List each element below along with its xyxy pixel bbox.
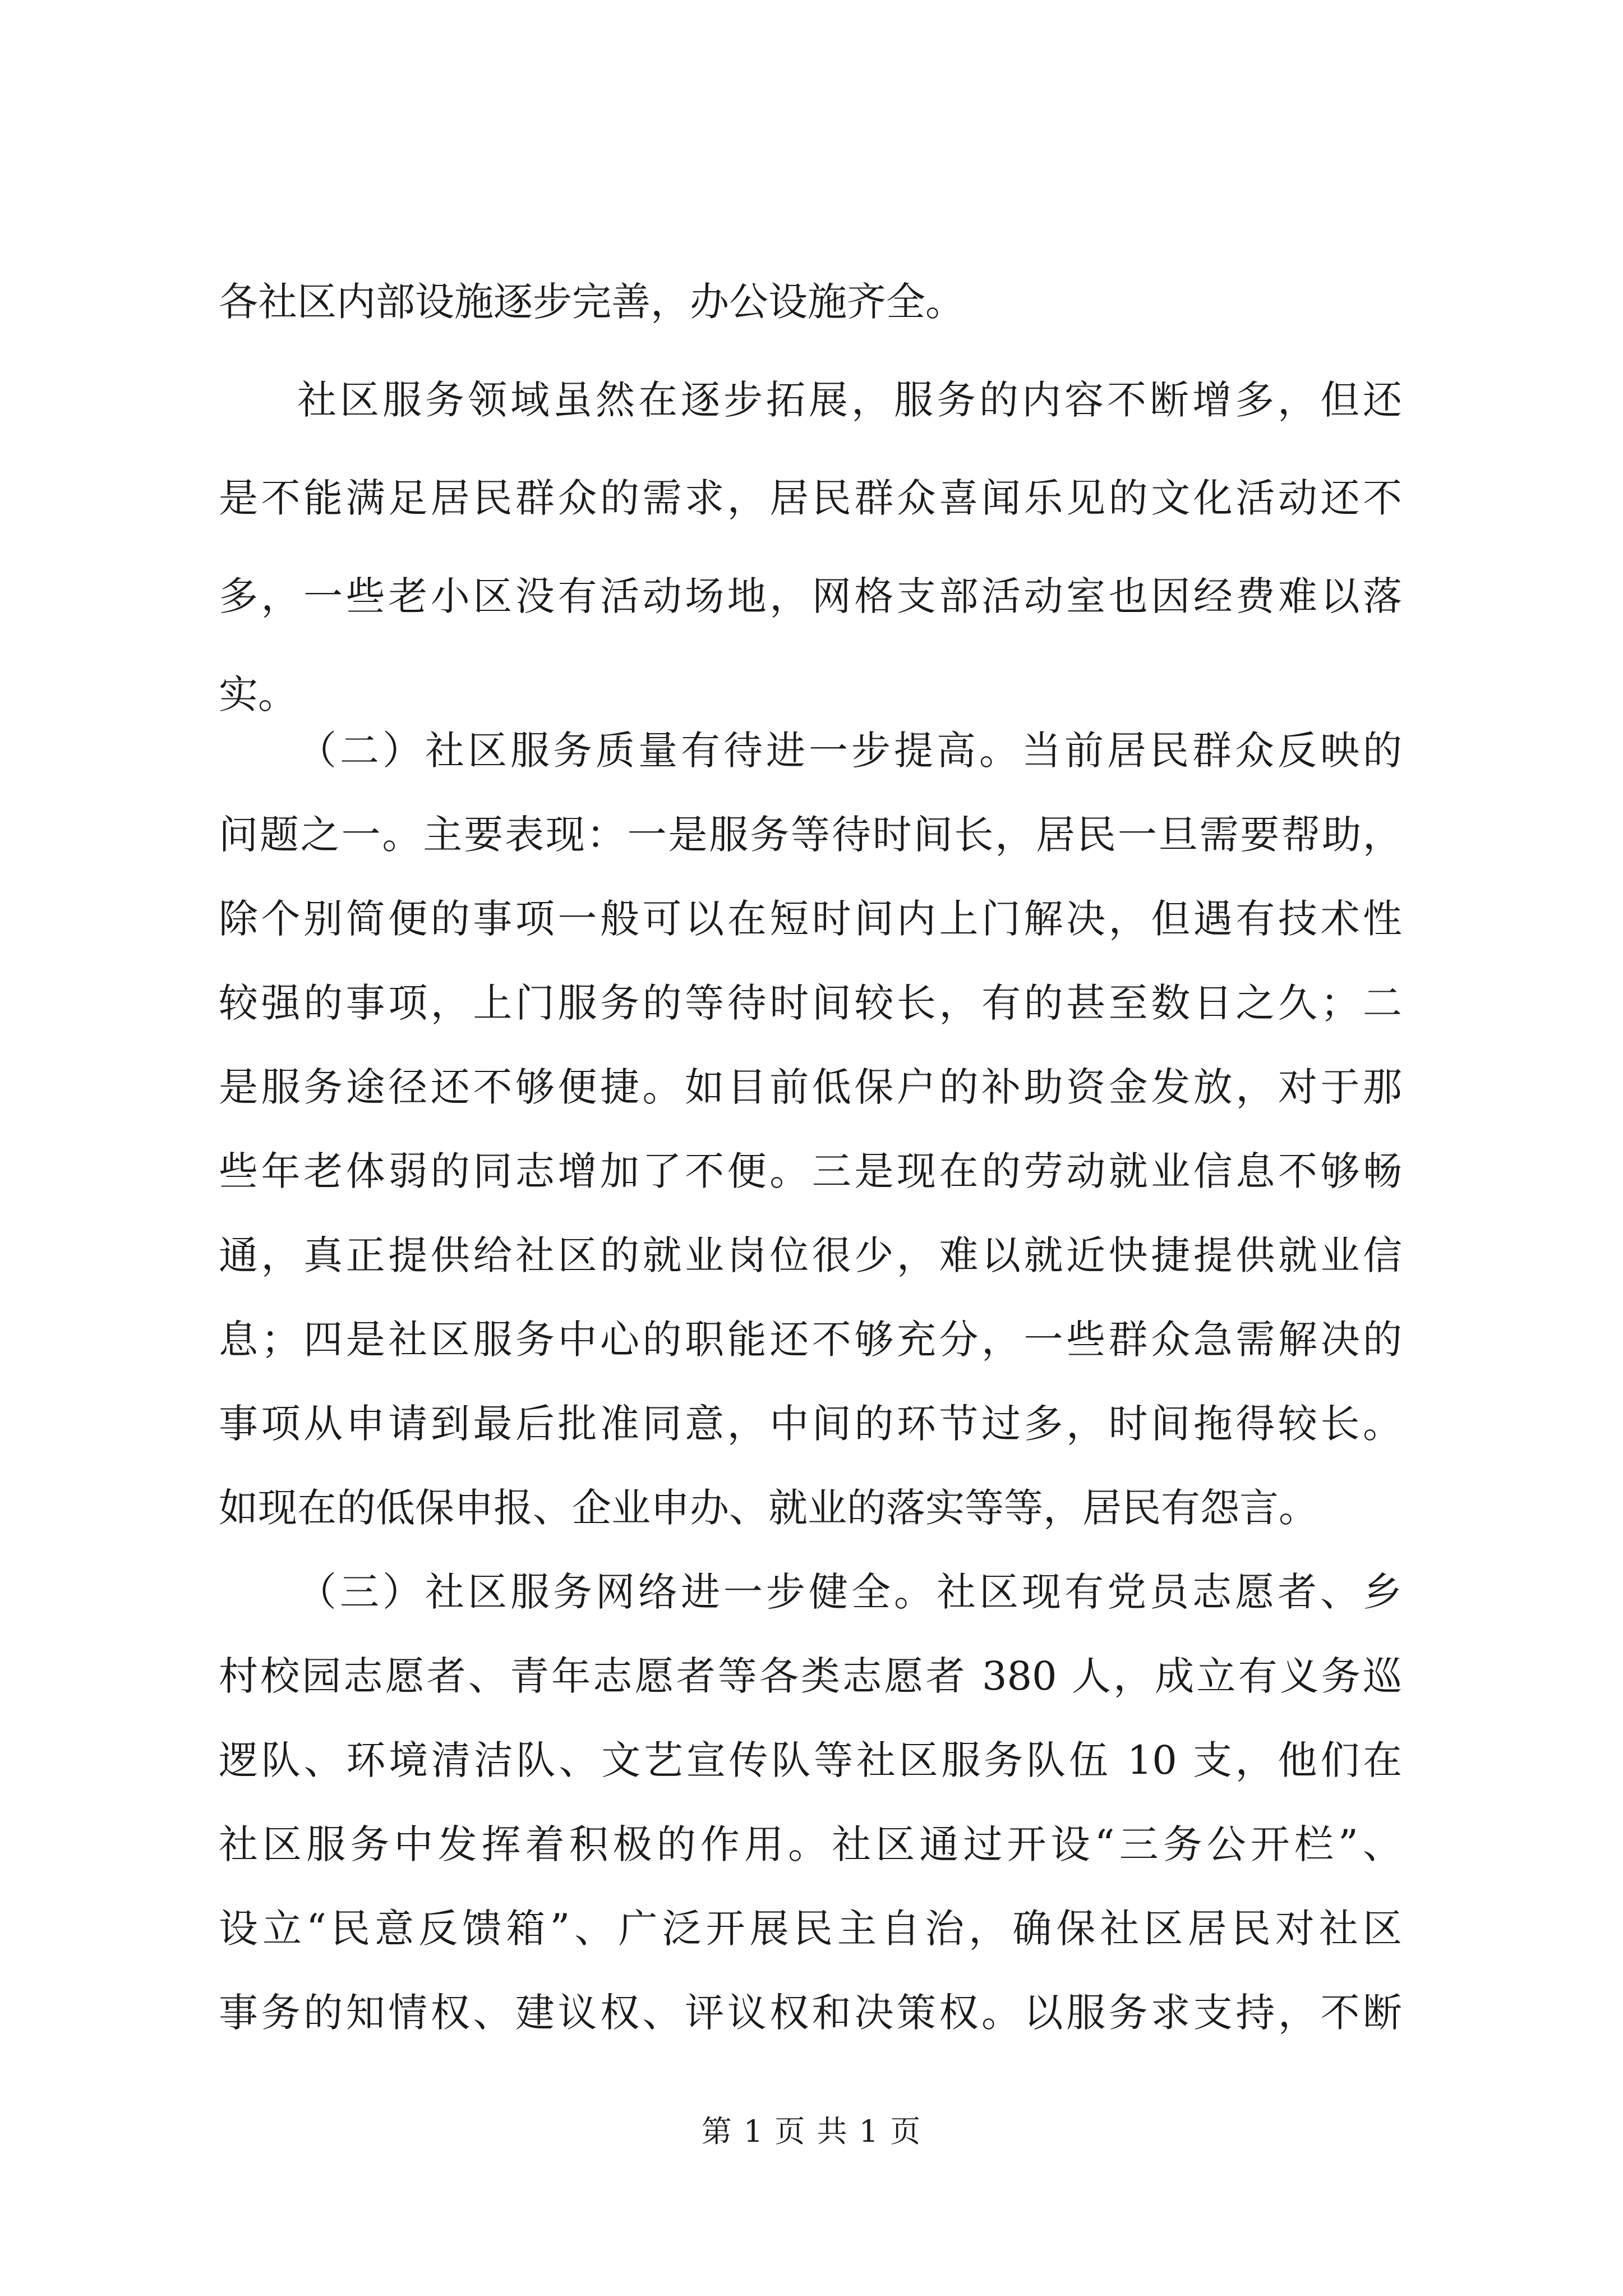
body-text-line: 是不能满足居民群众的需求，居民群众喜闻乐见的文化活动还不 xyxy=(219,475,1402,521)
body-text-line: 事项从申请到最后批准同意，中间的环节过多，时间拖得较长。 xyxy=(219,1401,1402,1447)
body-text-line: 村校园志愿者、青年志愿者等各类志愿者 380 人，成立有义务巡 xyxy=(219,1653,1402,1699)
body-text-line: 息；四是社区服务中心的职能还不够充分，一些群众急需解决的 xyxy=(219,1317,1402,1363)
page-number-footer: 第 1 页 共 1 页 xyxy=(701,2114,922,2149)
body-text-line: 除个别简便的事项一般可以在短时间内上门解决，但遇有技术性 xyxy=(219,896,1402,942)
body-text-line: （三）社区服务网络进一步健全。社区现有党员志愿者、乡 xyxy=(297,1569,1402,1615)
body-text-line: 问题之一。主要表现：一是服务等待时间长，居民一旦需要帮助， xyxy=(219,812,1402,858)
body-text-line: 设立“民意反馈箱”、广泛开展民主自治，确保社区居民对社区 xyxy=(219,1906,1402,1952)
body-text-line: （二）社区服务质量有待进一步提高。当前居民群众反映的 xyxy=(297,728,1402,774)
body-text-line: 各社区内部设施逐步完善，办公设施齐全。 xyxy=(219,279,965,325)
body-text-line: 较强的事项，上门服务的等待时间较长，有的甚至数日之久；二 xyxy=(219,980,1402,1026)
body-text-line: 多，一些老小区没有活动场地，网格支部活动室也因经费难以落 xyxy=(219,573,1402,619)
body-text-line: 通，真正提供给社区的就业岗位很少，难以就近快捷提供就业信 xyxy=(219,1232,1402,1278)
body-text-line: 社区服务中发挥着积极的作用。社区通过开设“三务公开栏”、 xyxy=(219,1821,1402,1867)
body-text-line: 逻队、环境清洁队、文艺宣传队等社区服务队伍 10 支，他们在 xyxy=(219,1737,1402,1783)
body-text-line: 些年老体弱的同志增加了不便。三是现在的劳动就业信息不够畅 xyxy=(219,1148,1402,1194)
body-text-line: 是服务途径还不够便捷。如目前低保户的补助资金发放，对于那 xyxy=(219,1064,1402,1110)
body-text-line: 实。 xyxy=(219,671,297,717)
body-text-line: 社区服务领域虽然在逐步拓展，服务的内容不断增多，但还 xyxy=(297,377,1402,423)
body-text-line: 如现在的低保申报、企业申办、就业的落实等等，居民有怨言。 xyxy=(219,1485,1318,1531)
body-text-line: 事务的知情权、建议权、评议权和决策权。以服务求支持，不断 xyxy=(219,1990,1402,2036)
